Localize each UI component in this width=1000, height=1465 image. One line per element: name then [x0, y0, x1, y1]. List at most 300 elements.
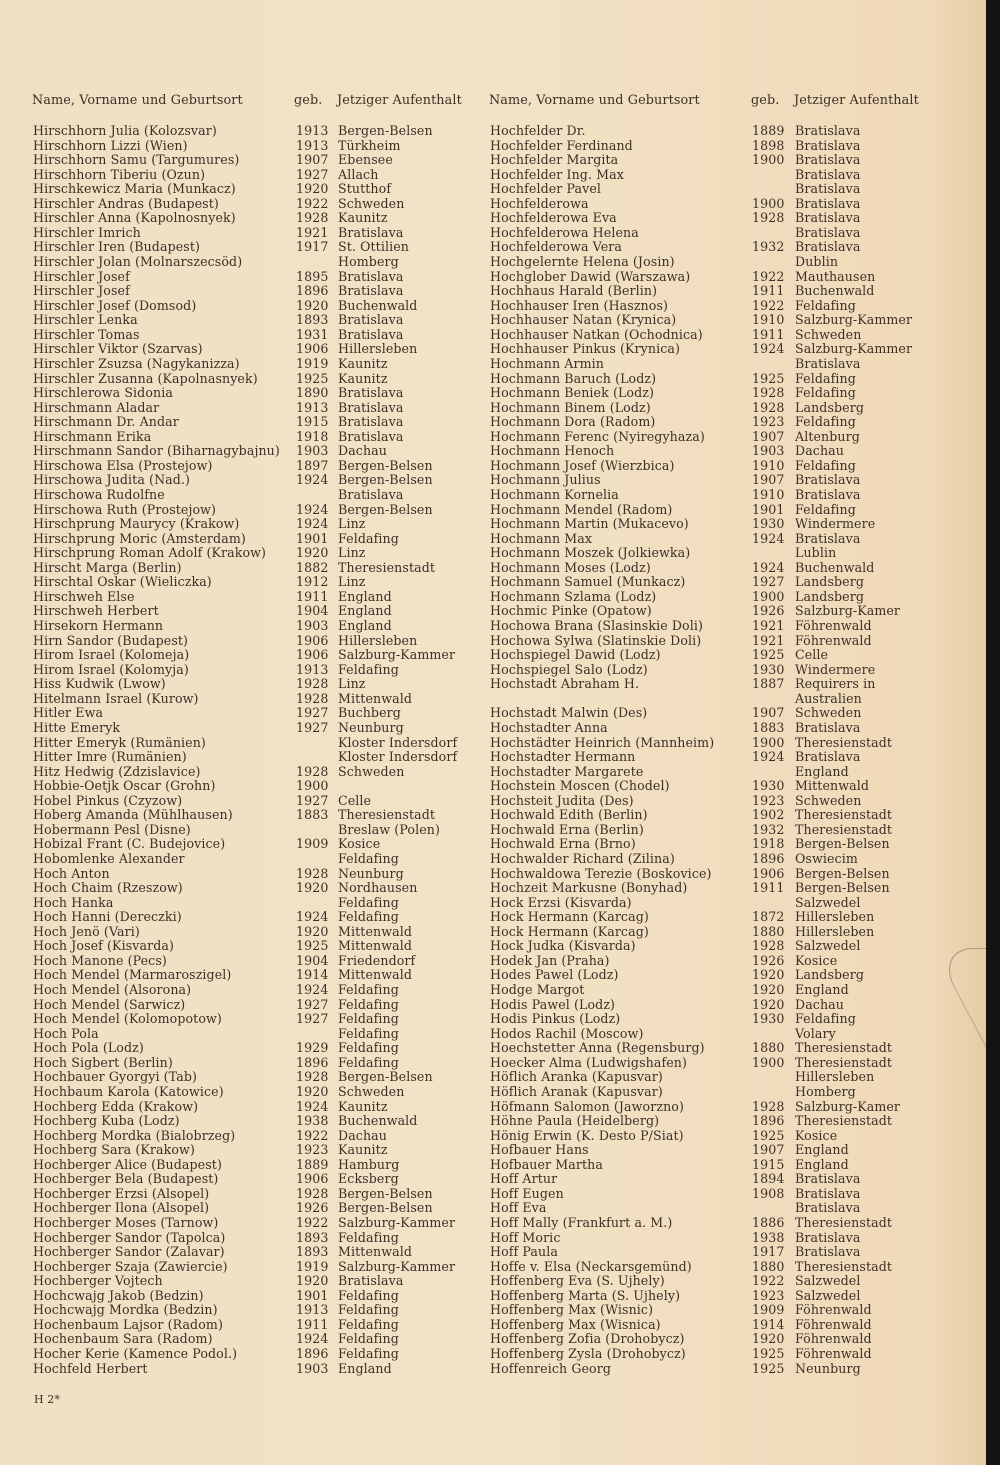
entry-name: Hitelmann Israel (Kurow) — [33, 690, 199, 706]
entry-name: Hochzeit Markusne (Bonyhad) — [490, 880, 688, 896]
entry-name: Hochfelder Pavel — [490, 181, 602, 197]
entry-name: Hitz Hedwig (Zdzislavice) — [33, 763, 201, 779]
entry-name: Hochwaldowa Terezie (Boskovice) — [490, 865, 712, 881]
entry-year: 1907 — [752, 472, 785, 488]
entry-place: Türkheim — [338, 137, 401, 153]
entry-place: Theresienstadt — [795, 821, 893, 837]
entry-year: 1906 — [752, 865, 785, 881]
entry-name: Höflich Aranka (Kapusvar) — [490, 1069, 663, 1085]
entry-name: Hochwald Erna (Berlin) — [490, 821, 644, 837]
entry-place: Ecksberg — [338, 1171, 399, 1187]
entry-name: Hoch Pola — [33, 1025, 99, 1041]
entry-name: Hodis Pinkus (Lodz) — [490, 1011, 621, 1027]
entry-name: Hoch Hanni (Dereczki) — [33, 909, 182, 925]
entry-place: Linz — [338, 676, 366, 692]
entry-year: 1920 — [296, 545, 329, 561]
entry-name: Hirschler Imrich — [33, 224, 141, 240]
entry-name: Hirschler Lenka — [33, 312, 138, 328]
entry-place: Feldafing — [338, 1040, 399, 1056]
entry-year: 1883 — [752, 719, 785, 735]
entry-name: Hoecker Alma (Ludwigshafen) — [490, 1054, 687, 1070]
entry-place: Schweden — [338, 195, 405, 211]
entry-year: 1920 — [296, 297, 329, 313]
entry-place: Bergen-Belsen — [795, 880, 890, 896]
entry-name: Hoechstetter Anna (Regensburg) — [490, 1040, 705, 1056]
entry-place: Salzwedel — [795, 938, 861, 954]
entry-name: Hodge Margot — [490, 982, 585, 998]
entry-name: Hirschprung Maurycy (Krakow) — [33, 516, 240, 532]
entry-name: Hochwalder Richard (Zilina) — [490, 851, 675, 866]
entry-place: Feldafing — [795, 370, 856, 386]
entry-name: Hock Hermann (Karcag) — [490, 923, 649, 939]
entry-year: 1893 — [296, 1244, 329, 1260]
entry-year: 1920 — [296, 880, 329, 896]
entry-year: 1923 — [296, 1142, 329, 1158]
entry-place: Mittenwald — [338, 1244, 412, 1260]
entry-name: Hochenbaum Sara (Radom) — [33, 1331, 213, 1347]
entry-place: Allach — [338, 166, 379, 182]
entry-place: England — [795, 1156, 849, 1172]
entry-year: 1909 — [752, 1302, 785, 1318]
entry-place: Föhrenwald — [795, 1331, 872, 1347]
entry-name: Hönig Erwin (K. Desto P/Siat) — [490, 1127, 684, 1143]
entry-name: Hobbie-Oetjk Oscar (Grohn) — [33, 778, 216, 794]
entry-year: 1920 — [752, 996, 785, 1012]
entry-place: Bratislava — [338, 385, 404, 401]
entry-year: 1928 — [296, 210, 329, 226]
entry-place: England — [338, 1360, 392, 1376]
entry-year: 1901 — [296, 530, 329, 546]
entry-place: Requirers in — [795, 676, 876, 692]
entry-year: 1924 — [296, 909, 329, 925]
entry-place: Bratislava — [795, 166, 861, 182]
entry-place: Hillersleben — [795, 1069, 875, 1085]
entry-year: 1898 — [752, 137, 785, 153]
entry-year: 1900 — [296, 778, 329, 794]
entry-name: Hirn Sandor (Budapest) — [33, 632, 189, 648]
entry-place: Dachau — [795, 996, 844, 1012]
entry-year: 1913 — [296, 123, 329, 138]
entry-place: Mittenwald — [338, 690, 412, 706]
entry-year: 1911 — [752, 326, 785, 342]
entry-name: Hoffenberg Max (Wisnica) — [490, 1316, 661, 1332]
entry-name: Hirschmann Erika — [33, 428, 152, 444]
entry-place: Bratislava — [338, 326, 404, 342]
entry-name: Hochcwajg Jakob (Bedzin) — [33, 1287, 204, 1303]
entry-place: Theresienstadt — [795, 734, 893, 750]
entry-name: Hirschler Josef — [33, 268, 130, 284]
entry-year: 1911 — [752, 283, 785, 299]
entry-place: Buchenwald — [338, 1113, 418, 1129]
entry-year: 1906 — [296, 632, 329, 648]
entry-name: Hochhauser Pinkus (Krynica) — [490, 341, 680, 357]
entry-name: Hochstadter Anna — [490, 719, 608, 735]
entry-year: 1928 — [752, 938, 785, 954]
entry-name: Hiss Kudwik (Lwow) — [33, 676, 166, 692]
entry-name: Hochspiegel Dawid (Lodz) — [490, 647, 661, 663]
entry-name: Hochmann Max — [490, 530, 593, 546]
entry-year: 1907 — [752, 705, 785, 721]
entry-place: Windermere — [795, 516, 876, 532]
entry-name: Hochmann Julius — [490, 472, 601, 488]
entry-year: 1925 — [296, 938, 329, 954]
entry-name: Hofbauer Martha — [490, 1156, 603, 1172]
entry-name: Hochberg Kuba (Lodz) — [33, 1113, 180, 1129]
entry-name: Hirschowa Elsa (Prostejow) — [33, 457, 213, 473]
entry-place: Bratislava — [795, 487, 861, 502]
entry-name: Hoffenberg Zysla (Drohobycz) — [490, 1346, 686, 1362]
entry-place: Bergen-Belsen — [338, 1185, 433, 1201]
entry-name: Hirschweh Else — [33, 588, 135, 604]
entry-year: 1904 — [296, 952, 329, 968]
entry-place: England — [795, 1142, 849, 1158]
entry-year: 1928 — [296, 1069, 329, 1085]
entry-year: 1920 — [752, 1331, 785, 1347]
entry-name: Hirschhorn Samu (Targumures) — [33, 152, 240, 168]
entry-year: 1903 — [752, 443, 785, 459]
entry-name: Hirschler Iren (Budapest) — [33, 239, 201, 255]
entry-year: 1928 — [296, 763, 329, 779]
entry-name: Hitte Emeryk — [33, 719, 121, 735]
entry-year: 1938 — [752, 1229, 785, 1245]
entry-name: Hoberg Amanda (Mühlhausen) — [33, 807, 233, 823]
entry-place: England — [338, 588, 392, 604]
entry-name: Hirschhorn Julia (Kolozsvar) — [33, 123, 217, 138]
entry-place: Feldafing — [338, 1229, 399, 1245]
entry-year: 1913 — [296, 1302, 329, 1318]
entry-name: Hochcwajg Mordka (Bedzin) — [33, 1302, 218, 1318]
entry-name: Hirsekorn Hermann — [33, 618, 164, 634]
entry-name: Hochfelderowa — [490, 195, 589, 211]
entry-name: Hirschowa Rudolfne — [33, 487, 165, 502]
entry-year: 1927 — [296, 166, 329, 182]
entry-place: Salzwedel — [795, 1273, 861, 1289]
entry-year: 1930 — [752, 661, 785, 677]
entry-name: Hochberg Mordka (Bialobrzeg) — [33, 1127, 236, 1143]
entry-name: Hirschler Josef (Domsod) — [33, 297, 197, 313]
entry-year: 1886 — [752, 1215, 785, 1230]
entry-year: 1906 — [296, 1171, 329, 1187]
entry-name: Hochgelernte Helena (Josin) — [490, 254, 675, 270]
entry-name: Hochowa Sylwa (Slatinskie Doli) — [490, 632, 702, 648]
entry-name: Hoffe v. Elsa (Neckarsgemünd) — [490, 1258, 692, 1274]
entry-year: 1900 — [752, 1054, 785, 1070]
entry-year: 1900 — [752, 195, 785, 211]
entry-name: Hirschler Tomas — [33, 326, 140, 342]
entry-place: Nordhausen — [338, 880, 418, 896]
entry-year: 1919 — [296, 1258, 329, 1274]
entry-name: Hoff Mally (Frankfurt a. M.) — [490, 1215, 673, 1230]
entry-year: 1910 — [752, 487, 785, 502]
entry-place: Bratislava — [795, 749, 861, 765]
entry-name: Hodis Pawel (Lodz) — [490, 996, 616, 1012]
entry-name: Hirschhorn Lizzi (Wien) — [33, 137, 188, 153]
entry-year: 1927 — [752, 574, 785, 590]
entry-year: 1928 — [296, 676, 329, 692]
entry-year: 1915 — [752, 1156, 785, 1172]
entry-year: 1926 — [752, 603, 785, 619]
entry-name: Hochmann Henoch — [490, 443, 615, 459]
entry-name: Hoch Josef (Kisvarda) — [33, 938, 174, 954]
entry-place: Bratislava — [795, 719, 861, 735]
entry-place: Bratislava — [795, 224, 861, 240]
entry-place: Altenburg — [795, 428, 860, 444]
entry-place: Feldafing — [338, 1011, 399, 1027]
entry-name: Hirschler Anna (Kapolnosnyek) — [33, 210, 236, 226]
entry-place: Kloster Indersdorf — [338, 749, 458, 765]
entry-name: Hirschler Zusanna (Kapolnasnyek) — [33, 370, 258, 386]
entry-place: Feldafing — [795, 385, 856, 401]
entry-place: Hillersleben — [795, 923, 875, 939]
entry-place: Mittenwald — [338, 967, 412, 983]
entry-name: Höhne Paula (Heidelberg) — [490, 1113, 660, 1129]
entry-place: Feldafing — [795, 501, 856, 517]
entry-name: Hochberger Sandor (Zalavar) — [33, 1244, 225, 1260]
entry-place: Bergen-Belsen — [338, 457, 433, 473]
entry-name: Hochhauser Iren (Hasznos) — [490, 297, 669, 313]
entry-year: 1921 — [296, 224, 329, 240]
entry-year: 1910 — [752, 457, 785, 473]
entry-year: 1903 — [296, 443, 329, 459]
entry-place: Bratislava — [795, 1185, 861, 1201]
entry-year: 1930 — [752, 516, 785, 532]
entry-name: Hochberger Sandor (Tapolca) — [33, 1229, 226, 1245]
entry-place: Kaunitz — [338, 355, 388, 371]
entry-name: Hodes Pawel (Lodz) — [490, 967, 619, 983]
entry-name: Hirscht Marga (Berlin) — [33, 559, 182, 575]
entry-name: Hochmann Ferenc (Nyiregyhaza) — [490, 428, 705, 444]
entry-place: Salzburg-Kammer — [795, 312, 913, 328]
entry-name: Hobel Pinkus (Czyzow) — [33, 792, 183, 808]
entry-year: 1913 — [296, 399, 329, 415]
entry-year: 1924 — [296, 982, 329, 998]
entry-place: Ebensee — [338, 152, 393, 168]
entry-place: Feldafing — [338, 851, 399, 866]
entry-year: 1926 — [296, 1200, 329, 1216]
entry-place: Kaunitz — [338, 370, 388, 386]
entry-year: 1921 — [752, 632, 785, 648]
entry-year: 1917 — [752, 1244, 785, 1260]
entry-name: Hirschler Jolan (Molnarszecsöd) — [33, 254, 243, 270]
entry-place: Bratislava — [338, 428, 404, 444]
entry-place: Bergen-Belsen — [338, 472, 433, 488]
entry-place: Volary — [795, 1025, 836, 1041]
entry-year: 1928 — [752, 1098, 785, 1114]
entry-place: Linz — [338, 516, 366, 532]
entry-place: Salzburg-Kamer — [795, 603, 901, 619]
entry-name: Hodek Jan (Praha) — [490, 952, 610, 968]
entry-place: Theresienstadt — [795, 807, 893, 823]
header-year-right: geb. — [751, 93, 780, 108]
entry-year: 1921 — [752, 618, 785, 634]
entry-place: Hillersleben — [338, 632, 418, 648]
entry-place: Bratislava — [795, 472, 861, 488]
entry-place: Kloster Indersdorf — [338, 734, 458, 750]
entry-year: 1922 — [296, 195, 329, 211]
entry-place: Kaunitz — [338, 1142, 388, 1158]
entry-year: 1880 — [752, 1040, 785, 1056]
entry-name: Hochberger Ilona (Alsopel) — [33, 1200, 210, 1216]
entry-place: Feldafing — [338, 1287, 399, 1303]
entry-year: 1932 — [752, 821, 785, 837]
entry-place: Linz — [338, 574, 366, 590]
entry-place: Bratislava — [795, 123, 861, 138]
entry-year: 1925 — [752, 1360, 785, 1376]
entry-name: Hochberg Sara (Krakow) — [33, 1142, 195, 1158]
entry-year: 1918 — [296, 428, 329, 444]
entry-name: Hirschtal Oskar (Wieliczka) — [33, 574, 212, 590]
entry-name: Hochfelderowa Helena — [490, 224, 639, 240]
entry-year: 1913 — [296, 661, 329, 677]
entry-name: Hochberger Szaja (Zawiercie) — [33, 1258, 228, 1274]
entry-year: 1889 — [296, 1156, 329, 1172]
entry-place: Bergen-Belsen — [795, 865, 890, 881]
entry-name: Hoch Jenö (Vari) — [33, 923, 140, 939]
entry-year: 1896 — [752, 1113, 785, 1129]
entry-name: Hochenbaum Lajsor (Radom) — [33, 1316, 223, 1332]
entry-year: 1922 — [752, 297, 785, 313]
entry-name: Hoffenberg Zofia (Drohobycz) — [490, 1331, 685, 1347]
entry-place: Hamburg — [338, 1156, 400, 1172]
entry-name: Hochbauer Gyorgyi (Tab) — [33, 1069, 197, 1085]
entry-place: Theresienstadt — [795, 1215, 893, 1230]
entry-place: Salzburg-Kammer — [338, 1258, 456, 1274]
entry-year: 1872 — [752, 909, 785, 925]
entry-place: Theresienstadt — [338, 807, 436, 823]
entry-name: Höfmann Salomon (Jaworzno) — [490, 1098, 684, 1114]
entry-year: 1927 — [296, 792, 329, 808]
entry-place: Lublin — [795, 545, 837, 561]
entry-year: 1910 — [752, 312, 785, 328]
entry-name: Hoffenberg Marta (S. Ujhely) — [490, 1287, 681, 1303]
entry-year: 1923 — [752, 1287, 785, 1303]
entry-year: 1908 — [752, 1185, 785, 1201]
entry-place: Bratislava — [795, 1229, 861, 1245]
entry-place: Kaunitz — [338, 210, 388, 226]
entry-year: 1900 — [752, 588, 785, 604]
entry-name: Hochmann Moszek (Jolkiewka) — [490, 545, 691, 561]
entry-place: Föhrenwald — [795, 1302, 872, 1318]
entry-place: Feldafing — [338, 1316, 399, 1332]
entry-year: 1896 — [752, 851, 785, 866]
entry-place: Theresienstadt — [795, 1113, 893, 1129]
entry-name: Hitter Imre (Rumänien) — [33, 749, 187, 765]
entry-name: Hoch Manone (Pecs) — [33, 952, 167, 968]
entry-place: Australien — [795, 690, 862, 706]
entry-place: Salzwedel — [795, 894, 861, 910]
entry-place: Hillersleben — [338, 341, 418, 357]
entry-year: 1932 — [752, 239, 785, 255]
entry-year: 1920 — [296, 1273, 329, 1289]
entry-name: Hochfelder Ferdinand — [490, 137, 633, 153]
entry-name: Hochmic Pinke (Opatow) — [490, 603, 652, 619]
entry-year: 1923 — [752, 414, 785, 430]
entry-year: 1904 — [296, 603, 329, 619]
entry-place: Feldafing — [338, 1025, 399, 1041]
entry-place: Schweden — [795, 705, 862, 721]
entry-year: 1901 — [752, 501, 785, 517]
page-edge-background — [986, 0, 1000, 1465]
entry-year: 1903 — [296, 1360, 329, 1376]
entry-name: Hocher Kerie (Kamence Podol.) — [33, 1346, 238, 1362]
entry-place: Buchberg — [338, 705, 401, 721]
entry-year: 1883 — [296, 807, 329, 823]
entry-year: 1895 — [296, 268, 329, 284]
entry-name: Hirschler Viktor (Szarvas) — [33, 341, 203, 357]
entry-name: Hochfelder Ing. Max — [490, 166, 624, 182]
entry-name: Hochberger Alice (Budapest) — [33, 1156, 222, 1172]
entry-place: Salzburg-Kammer — [795, 341, 913, 357]
entry-year: 1922 — [752, 1273, 785, 1289]
entry-year: 1896 — [296, 1054, 329, 1070]
entry-name: Hirschmann Aladar — [33, 399, 160, 415]
entry-year: 1928 — [296, 1185, 329, 1201]
entry-name: Hochmann Beniek (Lodz) — [490, 385, 655, 401]
entry-name: Hirschler Andras (Budapest) — [33, 195, 219, 211]
entry-place: Salzburg-Kamer — [795, 1098, 901, 1114]
entry-name: Hoff Moric — [490, 1229, 561, 1245]
entry-place: Bratislava — [795, 210, 861, 226]
entry-name: Hochfeld Herbert — [33, 1360, 148, 1376]
entry-place: Bratislava — [795, 152, 861, 168]
entry-year: 1927 — [296, 1011, 329, 1027]
entry-place: Homberg — [795, 1083, 856, 1099]
entry-place: Landsberg — [795, 399, 865, 415]
entry-name: Hoffenberg Max (Wisnic) — [490, 1302, 654, 1318]
entry-place: Neunburg — [338, 719, 404, 735]
entry-name: Hochfelderowa Eva — [490, 210, 617, 226]
entry-name: Hoch Anton — [33, 865, 110, 881]
entry-year: 1902 — [752, 807, 785, 823]
entry-year: 1913 — [296, 137, 329, 153]
entry-place: Bratislava — [795, 1244, 861, 1260]
entry-year: 1924 — [296, 501, 329, 517]
entry-place: Föhrenwald — [795, 632, 872, 648]
entry-name: Hoch Mendel (Kolomopotow) — [33, 1011, 222, 1027]
entry-name: Hirschprung Moric (Amsterdam) — [33, 530, 246, 546]
entry-year: 1918 — [752, 836, 785, 852]
entry-year: 1893 — [296, 1229, 329, 1245]
entry-place: Buchenwald — [795, 559, 875, 575]
entry-name: Hochowa Brana (Slasinskie Doli) — [490, 618, 704, 634]
entry-name: Hochglober Dawid (Warszawa) — [490, 268, 691, 284]
entry-place: Salzwedel — [795, 1287, 861, 1303]
entry-place: Dachau — [338, 1127, 387, 1143]
entry-year: 1924 — [296, 1098, 329, 1114]
entry-place: Linz — [338, 545, 366, 561]
entry-place: Feldafing — [338, 1346, 399, 1362]
entry-year: 1912 — [296, 574, 329, 590]
entry-place: Feldafing — [338, 530, 399, 546]
entry-year: 1922 — [296, 1215, 329, 1230]
entry-name: Hoch Hanka — [33, 894, 114, 910]
entry-place: Feldafing — [338, 894, 399, 910]
entry-place: Föhrenwald — [795, 1346, 872, 1362]
entry-year: 1887 — [752, 676, 785, 692]
entry-name: Hochstadt Abraham H. — [490, 676, 640, 692]
entry-name: Hobomlenke Alexander — [33, 851, 185, 866]
entry-place: Bratislava — [338, 399, 404, 415]
entry-name: Hodos Rachil (Moscow) — [490, 1025, 644, 1041]
entry-name: Hochbaum Karola (Katowice) — [33, 1083, 224, 1099]
entry-name: Hochwald Edith (Berlin) — [490, 807, 648, 823]
entry-year: 1903 — [296, 618, 329, 634]
entry-place: Landsberg — [795, 588, 865, 604]
entry-name: Hochmann Armin — [490, 355, 604, 371]
entry-place: Stutthof — [338, 181, 392, 197]
entry-year: 1928 — [296, 690, 329, 706]
entry-place: England — [338, 618, 392, 634]
